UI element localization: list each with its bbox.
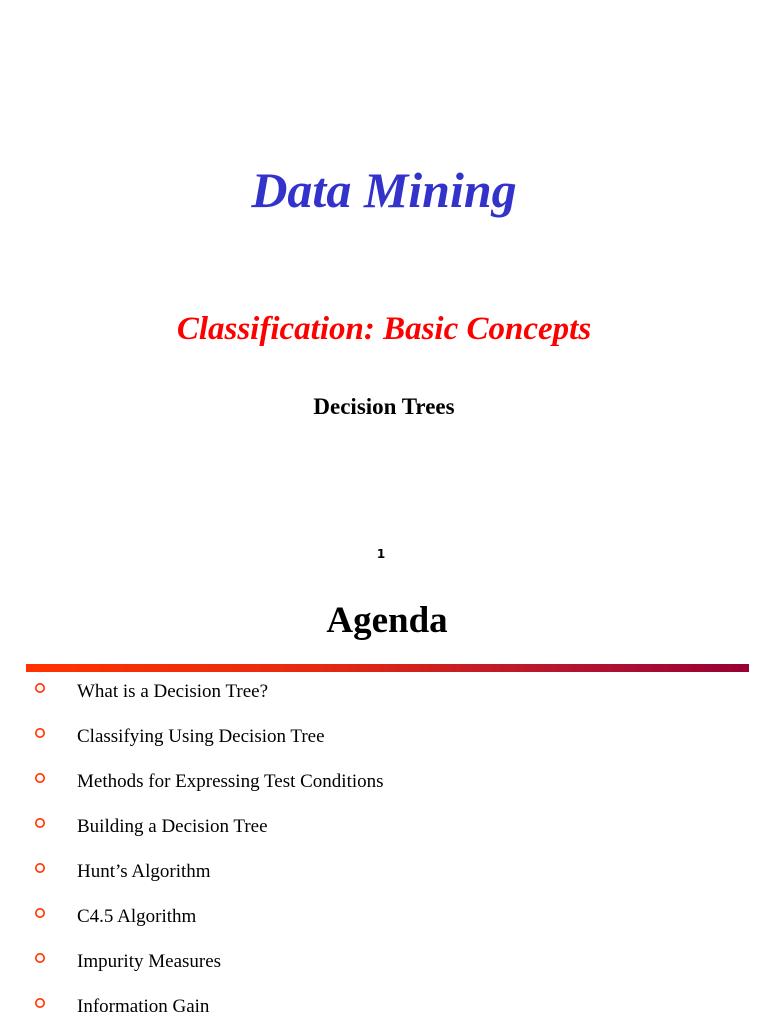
agenda-item-label: Information Gain xyxy=(77,996,210,1017)
circle-bullet-icon xyxy=(34,817,46,829)
circle-bullet-icon xyxy=(34,862,46,874)
agenda-list xyxy=(0,676,768,1036)
agenda-item-label: Building a Decision Tree xyxy=(77,816,268,837)
agenda-item-label: Hunt’s Algorithm xyxy=(77,861,211,882)
agenda-item xyxy=(0,721,768,766)
circle-bullet-icon xyxy=(34,727,46,739)
agenda-title: Agenda xyxy=(326,600,448,641)
agenda-item xyxy=(0,901,768,946)
agenda-item-label: What is a Decision Tree? xyxy=(77,681,269,702)
agenda-item-label: Methods for Expressing Test Conditions xyxy=(77,771,384,792)
agenda-item xyxy=(0,856,768,901)
slide-subtitle: Classification: Basic Concepts xyxy=(176,311,592,347)
slide-title: Data Mining xyxy=(251,162,517,218)
circle-bullet-icon xyxy=(34,772,46,784)
circle-bullet-icon xyxy=(34,997,46,1009)
circle-bullet-icon xyxy=(34,952,46,964)
agenda-item xyxy=(0,766,768,811)
agenda-item-label: C4.5 Algorithm xyxy=(77,906,197,927)
circle-bullet-icon xyxy=(34,907,46,919)
agenda-item xyxy=(0,991,768,1036)
title-divider xyxy=(26,664,749,672)
slide-topic: Decision Trees xyxy=(313,394,455,419)
agenda-item xyxy=(0,946,768,991)
circle-bullet-icon xyxy=(34,682,46,694)
agenda-item-label: Impurity Measures xyxy=(77,951,222,972)
agenda-item xyxy=(0,811,768,856)
agenda-item-label: Classifying Using Decision Tree xyxy=(77,726,325,747)
agenda-item xyxy=(0,676,768,721)
page-number: 1 xyxy=(376,547,386,561)
